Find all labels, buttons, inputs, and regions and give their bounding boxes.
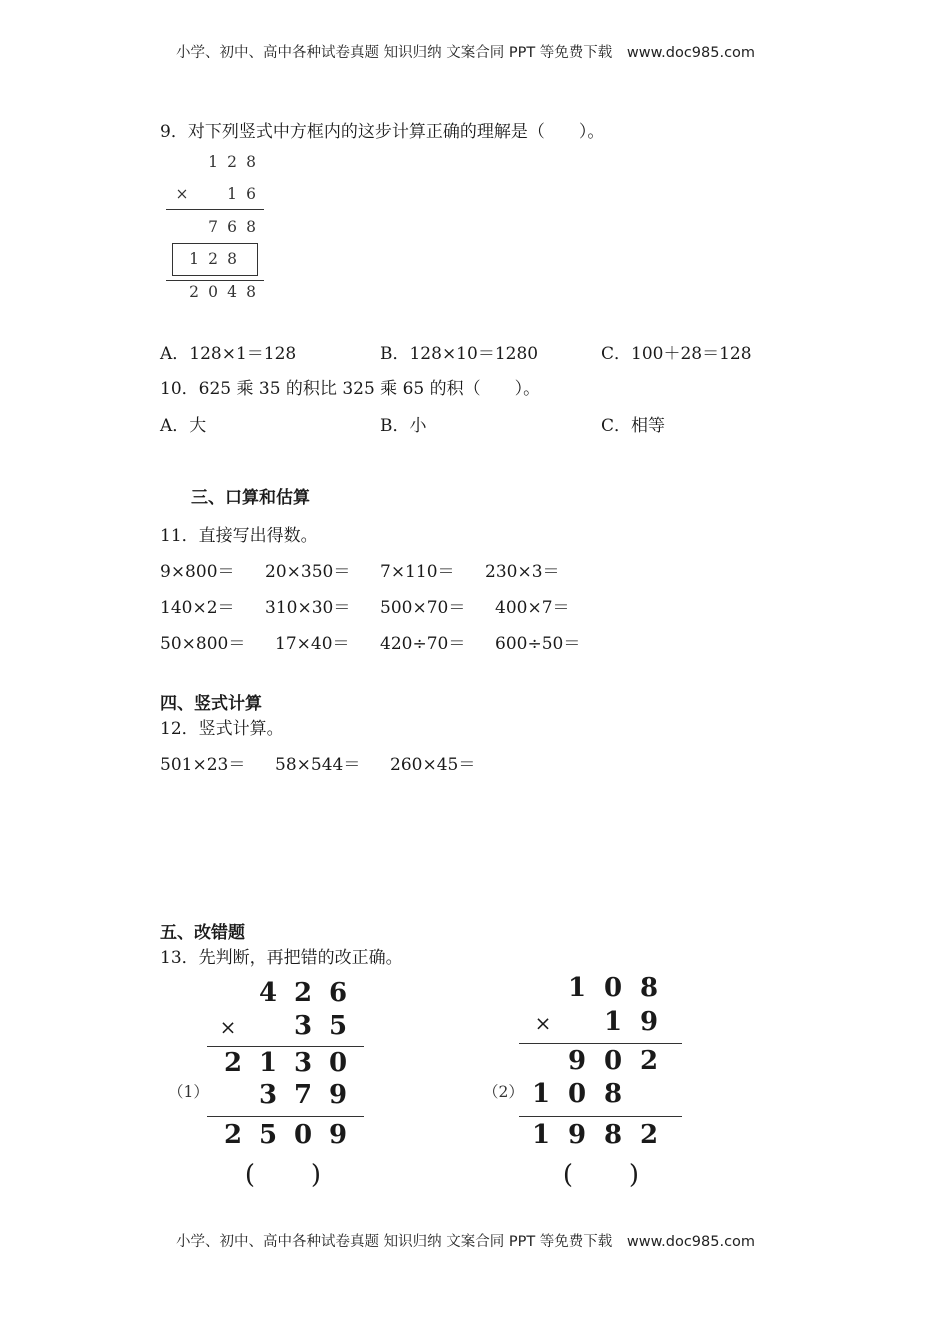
header-text: 小学、初中、高中各种试卷真题 知识归纳 文案合同 PPT 等免费下载 <box>176 45 613 61</box>
q11-item: 600÷50＝ <box>495 634 581 654</box>
q9-partial2-digit: 8 <box>227 250 237 268</box>
q13-p2-partial1-digit: 2 <box>639 1046 659 1076</box>
q13-p2-times-sign: × <box>534 1011 552 1035</box>
q9-multiplicand-digit: 1 <box>208 153 218 171</box>
q9-option-c[interactable]: C．100＋28＝128 <box>601 344 752 364</box>
q11-item: 500×70＝ <box>380 598 466 618</box>
q9-partial2-digit: 1 <box>189 250 199 268</box>
q13-p1-multiplicand-digit: 4 <box>258 978 278 1008</box>
q13-p2-partial1-digit: 9 <box>567 1046 587 1076</box>
footer-text: 小学、初中、高中各种试卷真题 知识归纳 文案合同 PPT 等免费下载 <box>176 1234 613 1250</box>
q9-stem: 9．对下列竖式中方框内的这步计算正确的理解是（ ）。 <box>160 122 605 142</box>
q13-p1-partial2-digit: 7 <box>293 1080 313 1110</box>
q9-line-1 <box>166 209 264 210</box>
q9-line-2 <box>166 280 264 281</box>
q11-item: 420÷70＝ <box>380 634 466 654</box>
q13-p1-multiplicand-digit: 6 <box>328 978 348 1008</box>
q13-p2-line-2 <box>519 1116 682 1117</box>
q13-p2-label: （2） <box>483 1083 524 1101</box>
q13-p2-partial2-digit: 1 <box>531 1079 551 1109</box>
q9-multiplicand-digit: 8 <box>246 153 256 171</box>
q13-p1-multiplicand-digit: 2 <box>293 978 313 1008</box>
q13-p1-result-digit: 0 <box>293 1120 313 1150</box>
q12-item: 260×45＝ <box>390 755 476 775</box>
q12-item: 501×23＝ <box>160 755 246 775</box>
q13-p2-result-digit: 1 <box>531 1120 551 1150</box>
q9-partial1-digit: 8 <box>246 218 256 236</box>
q13-p1-result-digit: 2 <box>223 1120 243 1150</box>
q13-p1-result-digit: 5 <box>258 1120 278 1150</box>
q13-p1-result-digit: 9 <box>328 1120 348 1150</box>
q9-result-digit: 0 <box>208 283 218 301</box>
q9-times-sign: × <box>175 185 189 203</box>
q13-p2-result-digit: 9 <box>567 1120 587 1150</box>
q13-p1-partial1-digit: 1 <box>258 1048 278 1078</box>
page-header <box>176 41 755 62</box>
q9-option-a[interactable]: A．128×1＝128 <box>160 344 297 364</box>
q13-p1-partial1-digit: 0 <box>328 1048 348 1078</box>
q13-p2-multiplier-digit: 1 <box>603 1007 623 1037</box>
q9-result-digit: 8 <box>246 283 256 301</box>
header-url[interactable]: www.doc985.com <box>626 45 756 61</box>
q13-p1-label: （1） <box>168 1083 209 1101</box>
q12-stem: 12．竖式计算。 <box>160 719 284 739</box>
q13-p2-multiplicand-digit: 0 <box>603 973 623 1003</box>
q13-p2-partial2-digit: 0 <box>567 1079 587 1109</box>
q13-p2-line-1 <box>519 1043 682 1044</box>
q9-result-digit: 2 <box>189 283 199 301</box>
q10-option-c[interactable]: C．相等 <box>601 416 666 436</box>
q13-stem: 13．先判断，再把错的改正确。 <box>160 948 403 968</box>
q13-p1-partial1-digit: 3 <box>293 1048 313 1078</box>
q9-partial1-digit: 7 <box>208 218 218 236</box>
q13-p1-multiplier-digit: 3 <box>293 1011 313 1041</box>
q13-p1-partial1-digit: 2 <box>223 1048 243 1078</box>
page-footer <box>176 1230 755 1251</box>
q9-result-digit: 4 <box>227 283 237 301</box>
q13-p2-partial1-digit: 0 <box>603 1046 623 1076</box>
q13-p1-answer-bracket-left: ( <box>244 1160 256 1190</box>
q10-option-b[interactable]: B．小 <box>380 416 427 436</box>
q9-partial2-digit: 2 <box>208 250 218 268</box>
q13-p1-partial2-digit: 3 <box>258 1080 278 1110</box>
q13-p2-result-digit: 8 <box>603 1120 623 1150</box>
q11-item: 50×800＝ <box>160 634 246 654</box>
q9-multiplicand-digit: 2 <box>227 153 237 171</box>
q13-p1-answer-bracket-right: ) <box>310 1160 322 1190</box>
section-5-title: 五、改错题 <box>160 923 245 943</box>
q10-option-a[interactable]: A．大 <box>160 416 207 436</box>
q11-item: 400×7＝ <box>495 598 570 618</box>
q11-item: 20×350＝ <box>265 562 351 582</box>
q11-item: 310×30＝ <box>265 598 351 618</box>
q9-option-b[interactable]: B．128×10＝1280 <box>380 344 539 364</box>
q10-stem: 10．625 乘 35 的积比 325 乘 65 的积（ ）。 <box>160 379 541 399</box>
q12-item: 58×544＝ <box>275 755 361 775</box>
footer-url[interactable]: www.doc985.com <box>626 1234 756 1250</box>
q13-p1-partial2-digit: 9 <box>328 1080 348 1110</box>
q9-partial1-digit: 6 <box>227 218 237 236</box>
q11-item: 140×2＝ <box>160 598 235 618</box>
q13-p2-multiplier-digit: 9 <box>639 1007 659 1037</box>
q13-p1-multiplier-digit: 5 <box>328 1011 348 1041</box>
q13-p2-multiplicand-digit: 8 <box>639 973 659 1003</box>
q11-item: 9×800＝ <box>160 562 235 582</box>
q9-multiplier-digit: 1 <box>227 185 237 203</box>
q13-p1-line-1 <box>207 1046 364 1047</box>
q9-multiplier-digit: 6 <box>246 185 256 203</box>
q13-p1-line-2 <box>207 1116 364 1117</box>
q13-p1-times-sign: × <box>219 1015 237 1039</box>
q13-p2-answer-bracket-right: ) <box>628 1160 640 1190</box>
section-3-title: 三、口算和估算 <box>191 488 310 508</box>
q13-p2-result-digit: 2 <box>639 1120 659 1150</box>
q11-item: 17×40＝ <box>275 634 350 654</box>
q13-p2-answer-bracket-left: ( <box>562 1160 574 1190</box>
section-4-title: 四、竖式计算 <box>160 694 262 714</box>
q11-item: 230×3＝ <box>485 562 560 582</box>
q11-item: 7×110＝ <box>380 562 455 582</box>
q13-p2-partial2-digit: 8 <box>603 1079 623 1109</box>
q11-stem: 11．直接写出得数。 <box>160 526 318 546</box>
q13-p2-multiplicand-digit: 1 <box>567 973 587 1003</box>
